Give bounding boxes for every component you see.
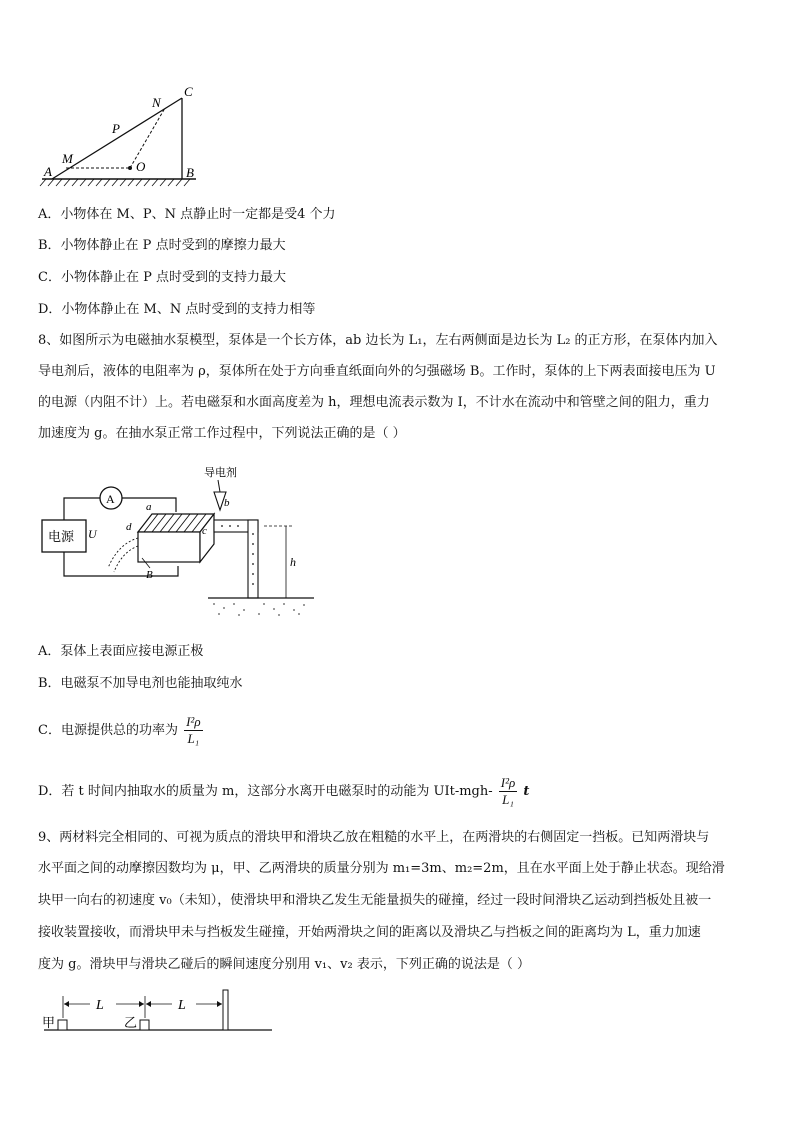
label-B: B	[186, 165, 194, 180]
q8-option-c-text: C．电源提供总的功率为	[38, 723, 178, 738]
label-P: P	[112, 121, 120, 136]
incline-ac	[52, 98, 182, 179]
q9-line-4: 接收装置接收，而滑块甲未与挡板发生碰撞，开始两滑块之间的距离以及滑块乙与挡板之间的距离均为 L，重力加速	[38, 925, 701, 940]
label-C: C	[184, 84, 193, 99]
svg-text:导电剂: 导电剂	[204, 467, 237, 479]
q8-option-c	[38, 712, 205, 750]
q8-option-d	[38, 772, 529, 812]
pump-figure	[38, 462, 318, 627]
label-O: O	[136, 159, 146, 174]
svg-text:L: L	[178, 998, 186, 1013]
q7-option-a: A．小物体在 M、P、N 点静止时一定都是受4 个力	[38, 207, 336, 222]
q8-option-b: B．电磁泵不加导电剂也能抽取纯水	[38, 676, 243, 691]
q7-option-b: B．小物体静止在 P 点时受到的摩擦力最大	[38, 238, 286, 253]
label-M: M	[62, 151, 73, 166]
svg-text:h: h	[290, 555, 296, 569]
q9-line-2: 水平面之间的动摩擦因数均为 μ，甲、乙两滑块的质量分别为 m₁=3m、m₂=2m，且在水平面上处于静止状态。现给滑	[38, 861, 725, 876]
q8-line-1: 8、如图所示为电磁抽水泵模型，泵体是一个长方体，ab 边长为 L₁，左右两侧面是边长为 L₂ 的正方形，在泵体内加入	[38, 333, 718, 348]
q8-line-3: 的电源（内阻不计）上。若电磁泵和水面高度差为 h，理想电流表示数为 I，不计水在流动中和管壁之间的阻力，重力	[38, 395, 710, 410]
block-jia	[58, 1020, 67, 1030]
svg-text:b: b	[224, 497, 230, 509]
sliders-figure	[40, 984, 280, 1036]
kinetic-fraction: $\frac{\text{I²ρ}}{\text{L₁}}$	[500, 775, 516, 807]
q7-option-c: C．小物体静止在 P 点时受到的支持力最大	[38, 270, 286, 285]
svg-text:d: d	[126, 521, 132, 533]
q9-line-5: 度为 g。滑块甲与滑块乙碰后的瞬间速度分别用 v₁、v₂ 表示，下列正确的说法是（ ）	[38, 957, 530, 972]
svg-text:c: c	[202, 525, 207, 537]
q9-line-3: 块甲一向右的初速度 v₀（未知），使滑块甲和滑块乙发生无能量损失的碰撞，经过一段时间滑块乙运动到挡板处且被一	[38, 893, 712, 908]
q9-line-1: 9、两材料完全相同的、可视为质点的滑块甲和滑块乙放在粗糙的水平上，在两滑块的右侧固定一挡板。已知两滑块与	[38, 830, 710, 845]
q8-option-d-text: D．若 t 时间内抽取水的质量为 m，这部分水离开电磁泵时的动能为 UIt-mgh-	[38, 784, 493, 799]
svg-text:U: U	[88, 527, 97, 541]
svg-text:L: L	[96, 998, 104, 1013]
svg-text:电源: 电源	[48, 529, 75, 544]
q7-option-d: D．小物体静止在 M、N 点时受到的支持力相等	[38, 302, 316, 317]
svg-text:A: A	[106, 492, 115, 506]
q8-line-2: 导电剂后，液体的电阻率为 ρ，泵体所在处于方向垂直纸面向外的匀强磁场 B。工作时，泵体的上下两表面接电压为 U	[38, 364, 716, 379]
svg-text:乙: 乙	[124, 1015, 138, 1030]
q8-option-a: A．泵体上表面应接电源正极	[38, 644, 204, 659]
block-yi	[140, 1020, 149, 1030]
baffle	[223, 990, 228, 1030]
incline-figure	[38, 78, 208, 188]
q8-line-4: 加速度为 g。在抽水泵正常工作过程中，下列说法正确的是（ ）	[38, 426, 406, 441]
label-A: A	[44, 164, 52, 179]
label-N: N	[152, 95, 161, 110]
svg-text:甲: 甲	[42, 1015, 56, 1030]
q8-option-d-suffix: t	[523, 784, 530, 799]
svg-text:B: B	[146, 569, 153, 581]
svg-text:a: a	[146, 501, 152, 513]
power-fraction: $\frac{\text{I²ρ}}{\text{L₁}}$	[186, 714, 201, 746]
